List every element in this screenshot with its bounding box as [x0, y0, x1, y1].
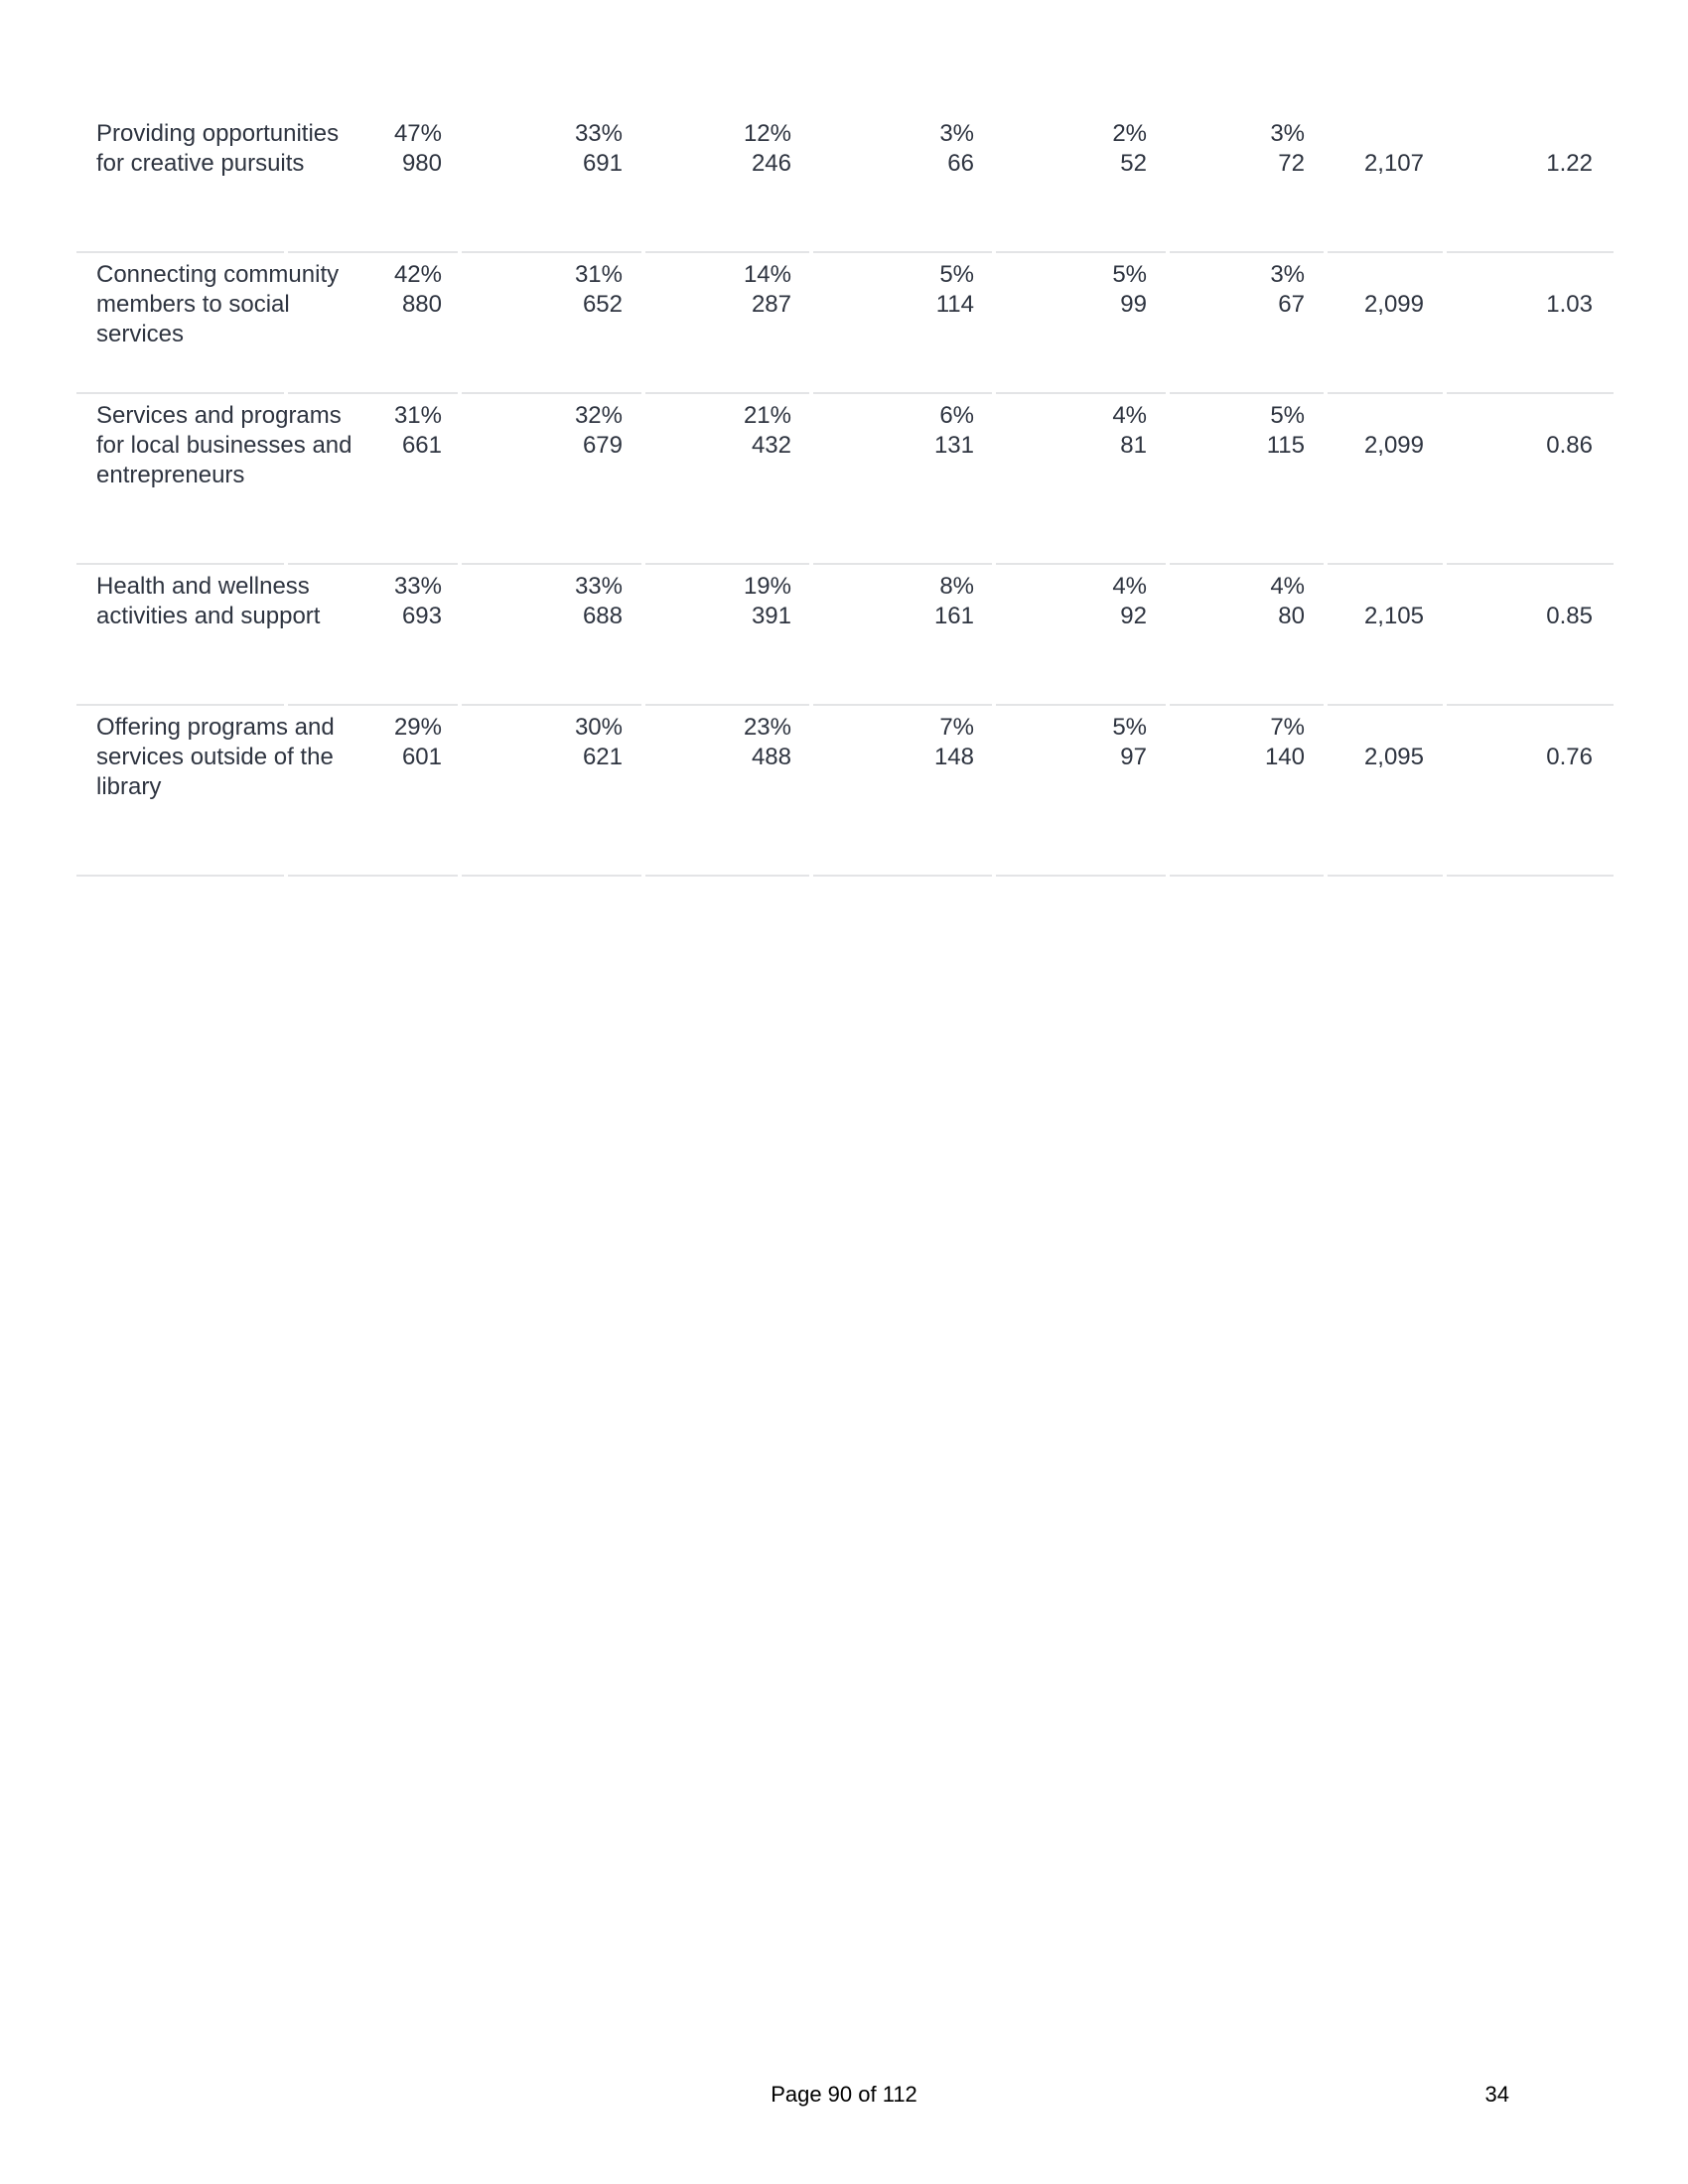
col-6-percent: 7% [1270, 714, 1305, 741]
weighted-score: 1.03 [1546, 291, 1593, 318]
col-5-count: 52 [1120, 150, 1147, 177]
column-gap [1443, 874, 1447, 878]
col-3-percent: 14% [743, 261, 791, 288]
col-1-count: 880 [401, 291, 442, 318]
col-2-count: 679 [582, 432, 623, 459]
column-gap [1166, 874, 1170, 878]
row-label: Offering programs and services outside of the library [96, 714, 335, 800]
col-3-count: 488 [751, 744, 791, 770]
col-1-value [362, 260, 442, 320]
col-1-value [362, 119, 442, 179]
total-responses: 2,105 [1363, 603, 1424, 629]
table-row [76, 394, 1614, 565]
table-row [76, 253, 1614, 394]
col-5-value [1067, 260, 1147, 320]
col-4-percent: 6% [939, 402, 974, 429]
total-responses: 2,095 [1363, 744, 1424, 770]
col-4-percent: 7% [939, 714, 974, 741]
col-2-percent: 33% [574, 120, 623, 147]
col-6-value [1225, 401, 1305, 461]
column-gap [641, 874, 645, 878]
row-label: Services and programs for local businesses and entrepreneurs [96, 402, 352, 488]
col-3-percent: 21% [743, 402, 791, 429]
col-5-value [1067, 713, 1147, 772]
col-2-value [543, 401, 623, 461]
col-5-value [1067, 119, 1147, 179]
col-3-value [712, 260, 791, 320]
col-4-value [895, 401, 974, 461]
col-5-percent: 5% [1112, 261, 1147, 288]
col-2-percent: 30% [574, 714, 623, 741]
col-3-value [712, 713, 791, 772]
col-5-count: 99 [1120, 291, 1147, 318]
col-4-percent: 8% [939, 573, 974, 600]
col-1-percent: 31% [393, 402, 442, 429]
col-5-value [1067, 401, 1147, 461]
col-6-value [1225, 572, 1305, 631]
col-1-value [362, 572, 442, 631]
col-3-value [712, 119, 791, 179]
col-5-percent: 4% [1112, 402, 1147, 429]
column-gap [992, 874, 996, 878]
col-3-value [712, 401, 791, 461]
col-4-count: 114 [935, 291, 974, 318]
col-4-percent: 5% [939, 261, 974, 288]
col-6-percent: 3% [1270, 261, 1305, 288]
table-row [76, 706, 1614, 877]
column-gap [809, 874, 813, 878]
col-1-percent: 33% [393, 573, 442, 600]
col-6-count: 115 [1266, 432, 1305, 459]
col-3-count: 432 [751, 432, 791, 459]
col-1-count: 661 [401, 432, 442, 459]
col-4-value [895, 572, 974, 631]
col-6-count: 72 [1278, 150, 1305, 177]
col-4-count: 66 [947, 150, 974, 177]
table-row [76, 0, 1614, 253]
col-1-count: 693 [401, 603, 442, 629]
col-6-count: 67 [1278, 291, 1305, 318]
col-1-percent: 29% [393, 714, 442, 741]
col-6-percent: 5% [1270, 402, 1305, 429]
col-1-percent: 47% [393, 120, 442, 147]
col-5-value [1067, 572, 1147, 631]
column-gap [1324, 874, 1328, 878]
col-5-count: 97 [1120, 744, 1147, 770]
weighted-score: 1.22 [1546, 150, 1593, 177]
page-number: 34 [1484, 2082, 1509, 2107]
col-3-percent: 12% [743, 120, 791, 147]
col-2-percent: 33% [574, 573, 623, 600]
total-responses: 2,099 [1363, 432, 1424, 459]
row-label: Health and wellness activities and support [96, 573, 321, 629]
col-3-count: 391 [751, 603, 791, 629]
col-2-count: 652 [582, 291, 623, 318]
col-2-value [543, 713, 623, 772]
col-5-percent: 2% [1112, 120, 1147, 147]
col-2-value [543, 572, 623, 631]
total-responses: 2,107 [1363, 150, 1424, 177]
col-4-value [895, 260, 974, 320]
row-label: Connecting community members to social services [96, 261, 340, 347]
col-6-percent: 3% [1270, 120, 1305, 147]
col-6-count: 80 [1278, 603, 1305, 629]
col-4-count: 148 [933, 744, 974, 770]
col-6-count: 140 [1264, 744, 1305, 770]
col-1-count: 601 [401, 744, 442, 770]
col-6-value [1225, 713, 1305, 772]
col-6-percent: 4% [1270, 573, 1305, 600]
col-5-percent: 4% [1112, 573, 1147, 600]
col-4-value [895, 713, 974, 772]
col-2-percent: 32% [574, 402, 623, 429]
column-gap [284, 874, 288, 878]
page-footer-label: Page 90 of 112 [771, 2082, 917, 2107]
col-5-count: 92 [1120, 603, 1147, 629]
row-label: Providing opportunities for creative pursuits [96, 120, 340, 177]
col-2-count: 691 [582, 150, 623, 177]
total-responses: 2,099 [1363, 291, 1424, 318]
col-1-value [362, 713, 442, 772]
col-4-count: 131 [933, 432, 974, 459]
col-6-value [1225, 119, 1305, 179]
weighted-score: 0.85 [1546, 603, 1593, 629]
col-2-value [543, 260, 623, 320]
weighted-score: 0.86 [1546, 432, 1593, 459]
col-4-count: 161 [933, 603, 974, 629]
col-2-value [543, 119, 623, 179]
col-4-percent: 3% [939, 120, 974, 147]
col-1-count: 980 [401, 150, 442, 177]
col-5-percent: 5% [1112, 714, 1147, 741]
col-5-count: 81 [1120, 432, 1147, 459]
col-3-percent: 23% [743, 714, 791, 741]
col-3-count: 287 [751, 291, 791, 318]
col-2-count: 621 [582, 744, 623, 770]
table-row [76, 565, 1614, 706]
col-6-value [1225, 260, 1305, 320]
col-2-percent: 31% [574, 261, 623, 288]
weighted-score: 0.76 [1546, 744, 1593, 770]
col-4-value [895, 119, 974, 179]
col-1-value [362, 401, 442, 461]
col-3-count: 246 [751, 150, 791, 177]
col-3-percent: 19% [743, 573, 791, 600]
col-3-value [712, 572, 791, 631]
col-2-count: 688 [582, 603, 623, 629]
column-gap [458, 874, 462, 878]
col-1-percent: 42% [393, 261, 442, 288]
